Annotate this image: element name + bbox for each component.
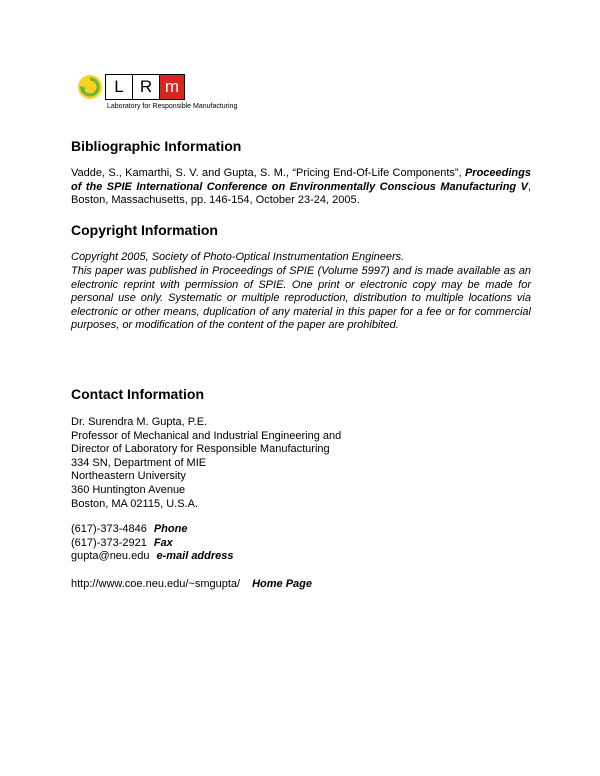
- phone-row: [71, 523, 531, 537]
- copyright-heading: Copyright Information: [71, 222, 218, 238]
- copyright-body: This paper was published in Proceedings of SPIE (Volume 5997) and is made available as an electronic reprint with permission of SPIE. One print or electronic copy may be made for personal use only. Systematic or multiple reproduction, distribution to multiple locations via electronic or other means, duplication of any material in this paper for a fee or for commercial purposes, or modification of the content of the paper are prohibited.: [71, 265, 531, 332]
- bibliographic-heading: Bibliographic Information: [71, 138, 242, 154]
- lrm-logo: [77, 74, 185, 100]
- logo-subtitle: Laboratory for Responsible Manufacturing: [107, 103, 238, 110]
- logo-letter-m: m: [160, 74, 185, 100]
- email-label: e-mail address: [156, 550, 234, 563]
- phone-label: Phone: [153, 523, 188, 535]
- citation-venue: Proceedings of the SPIE International Conference on Environmentally Conscious Manufacturing V: [71, 167, 531, 193]
- fax-number: (617)-373-2921: [71, 536, 147, 549]
- phone-number: (617)-373-4846: [71, 523, 147, 535]
- address-line: Professor of Mechanical and Industrial Engineering and: [71, 429, 342, 442]
- fax-label: Fax: [153, 536, 173, 549]
- homepage-label: Home Page: [252, 578, 312, 590]
- address-line: Northeastern University: [71, 470, 186, 483]
- recycle-arrow-icon: [77, 74, 103, 100]
- copyright-line: Copyright 2005, Society of Photo-Optical Instrumentation Engineers.: [71, 251, 405, 263]
- address-line: Boston, MA 02115, U.S.A.: [71, 497, 198, 510]
- address-line: 334 SN, Department of MIE: [71, 456, 207, 469]
- contact-address: [71, 416, 531, 511]
- citation-authors: Vadde, S., Kamarthi, S. V. and Gupta, S. M., “Pricing End-Of-Life Components”,: [71, 167, 462, 179]
- fax-row: [71, 537, 531, 551]
- address-line: Director of Laboratory for Responsible Manufacturing: [71, 443, 330, 456]
- address-line: Dr. Surendra M. Gupta, P.E.: [71, 416, 208, 428]
- homepage-link[interactable]: http://www.coe.neu.edu/~smgupta/: [71, 578, 241, 590]
- logo-letter-r: R: [133, 74, 160, 100]
- homepage-row: [71, 578, 531, 592]
- email-link[interactable]: gupta@neu.edu: [71, 550, 150, 563]
- contact-methods: [71, 523, 531, 564]
- citation-details: , Boston, Massachusetts, pp. 146-154, October 23-24, 2005.: [71, 180, 531, 207]
- email-row: [71, 550, 531, 564]
- contact-heading: Contact Information: [71, 386, 204, 402]
- address-line: 360 Huntington Avenue: [71, 483, 186, 496]
- logo-letter-l: L: [105, 74, 133, 100]
- bibliographic-citation: [71, 167, 531, 208]
